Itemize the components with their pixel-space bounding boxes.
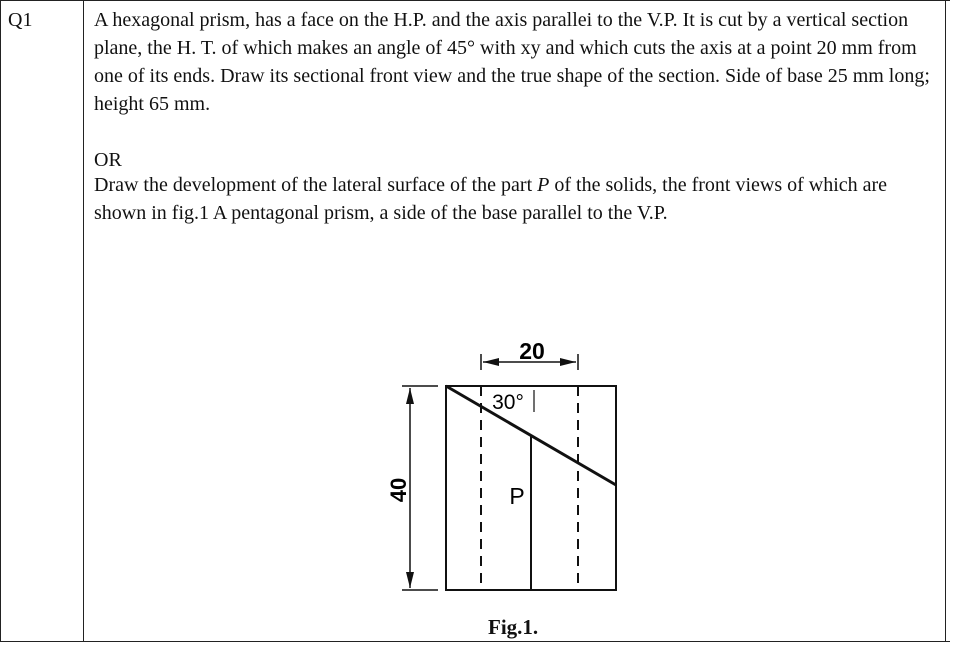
angle-30-label: 30° xyxy=(492,391,524,414)
paragraph-2-text-a: Draw the development of the lateral surface of the part xyxy=(94,174,538,196)
table-right-border xyxy=(945,0,946,642)
question-number: Q1 xyxy=(8,9,33,31)
figure-1-svg xyxy=(380,330,630,600)
or-label: OR xyxy=(94,149,122,171)
part-p-italic: P xyxy=(537,174,550,196)
question-paragraph-2 xyxy=(94,171,944,227)
table-bottom-border xyxy=(0,641,950,642)
paragraph-2-text-b: of the solids, the front views of which are shown in fig.1 A pentagonal prism, a side of the base parallel to the V.P. xyxy=(94,174,888,224)
dim-40-arrow-bottom xyxy=(406,572,414,588)
part-p-label: P xyxy=(509,483,525,509)
dim-40-arrow-top xyxy=(406,388,414,404)
figure-caption: Fig.1. xyxy=(488,615,539,639)
dim-40-label: 40 xyxy=(386,477,411,503)
question-paragraph-1: A hexagonal prism, has a face on the H.P. and the axis parallei to the V.P. It is cut by a vertical section plane, the H. T. of which makes an angle of 45° with xy and which cuts the axis at a point 20 mm from one of its ends. Draw its sectional front view and the true shape of the section. Side of base 25 mm long; height 65 mm. xyxy=(94,9,930,115)
dim-20-arrow-right xyxy=(560,358,576,366)
table-left-border xyxy=(0,0,1,642)
table-top-border xyxy=(0,0,950,1)
column-divider xyxy=(83,0,84,642)
dim-20-label: 20 xyxy=(519,338,545,364)
figure-1-drawing xyxy=(380,330,630,600)
dim-20-arrow-left xyxy=(483,358,499,366)
